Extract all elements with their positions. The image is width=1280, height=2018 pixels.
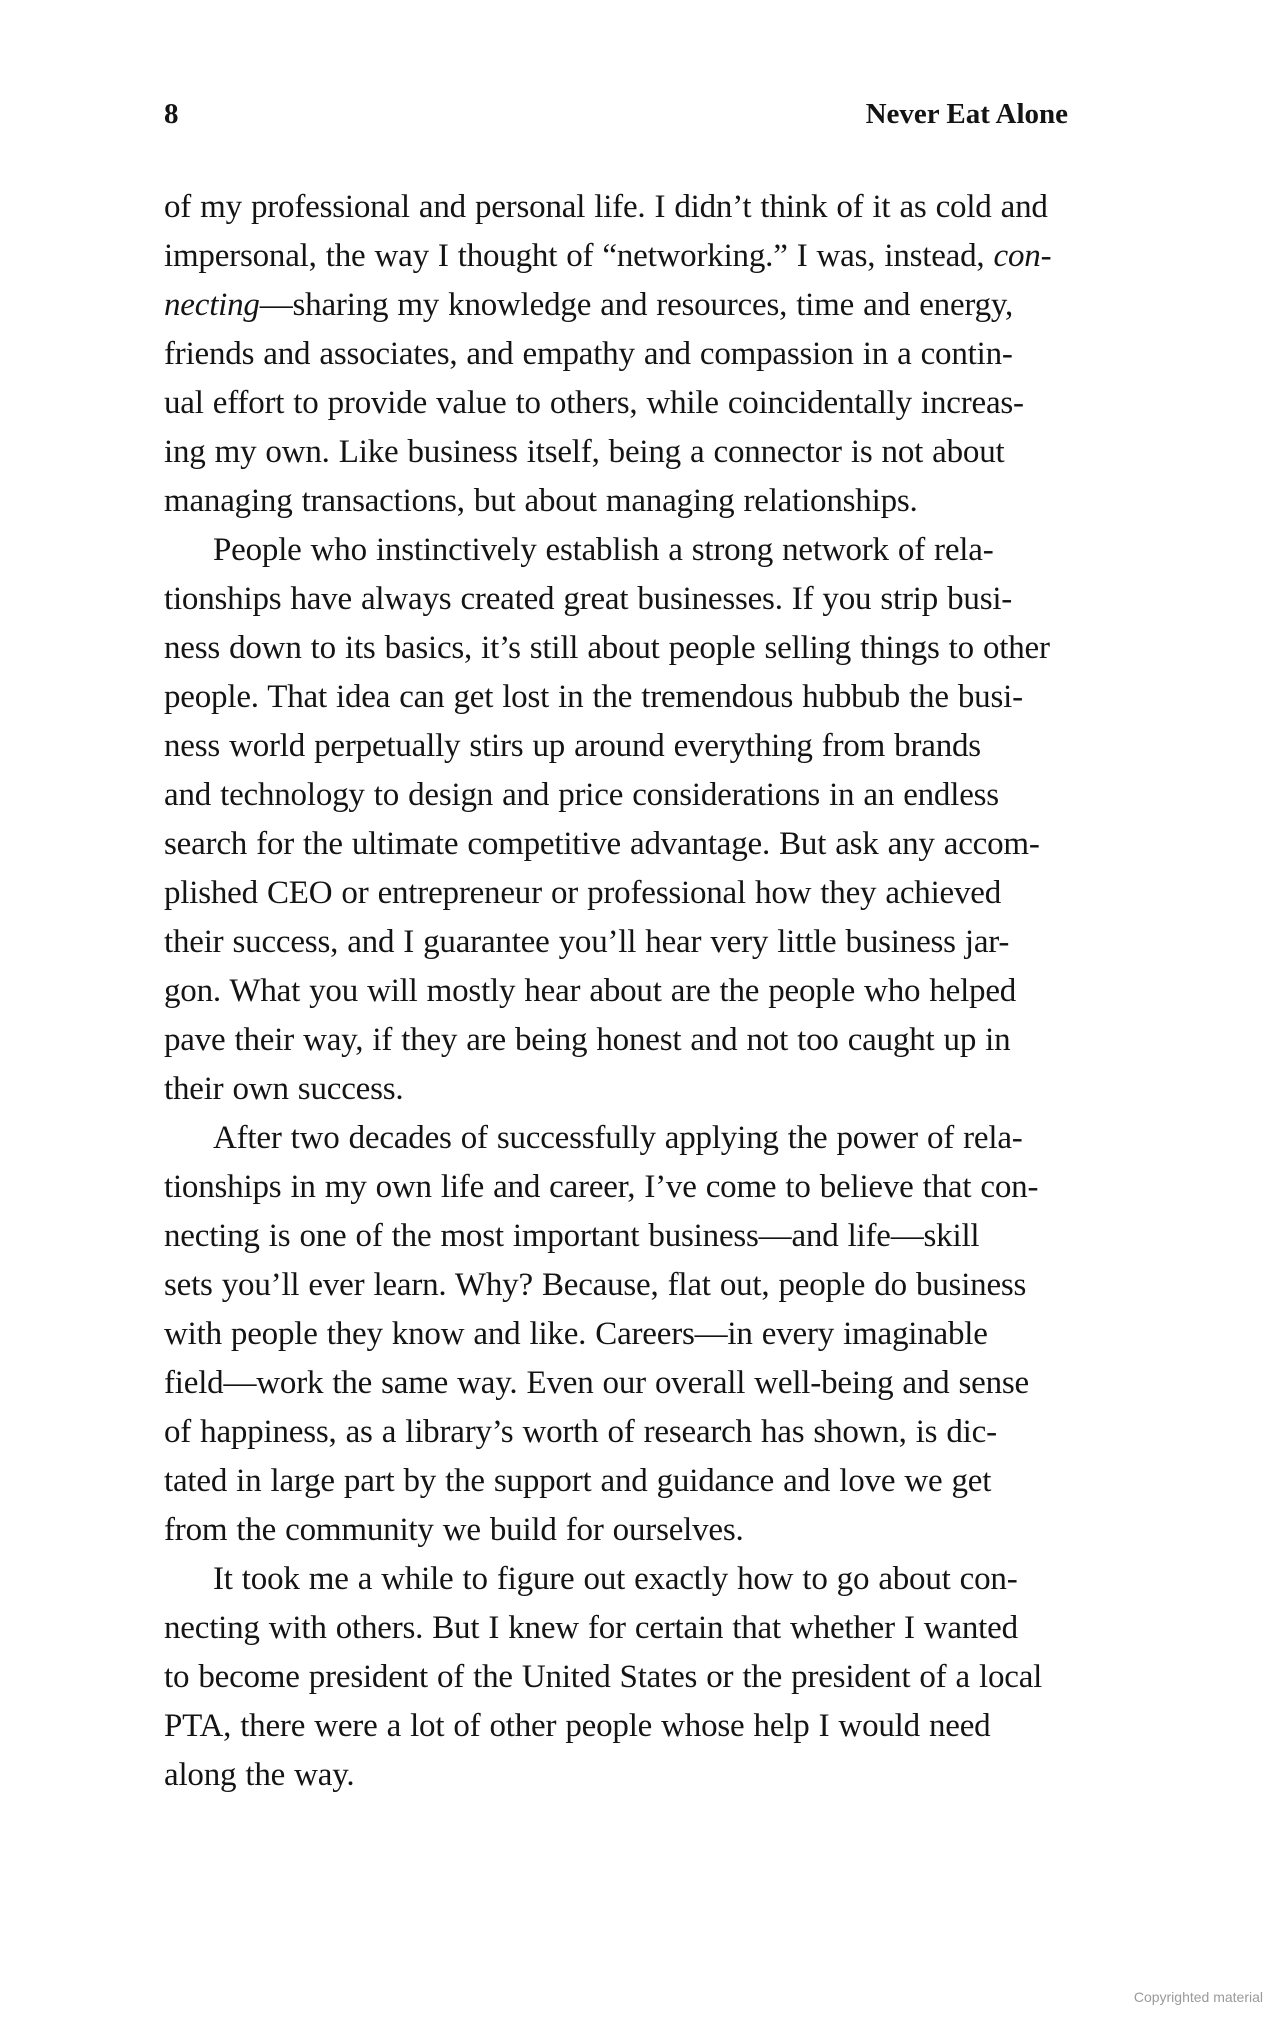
text-line: tionships have always created great businesses. If you strip busi-	[164, 581, 1013, 617]
text-line: friends and associates, and empathy and compassion in a contin-	[164, 336, 1013, 372]
paragraph-3	[164, 1114, 1118, 1555]
text-line: gon. What you will mostly hear about are the people who helped	[164, 973, 1017, 1009]
text-line: sets you’ll ever learn. Why? Because, flat out, people do business	[164, 1267, 1027, 1303]
text-line: and technology to design and price considerations in an endless	[164, 777, 999, 813]
text-line: plished CEO or entrepreneur or professional how they achieved	[164, 875, 1002, 911]
text-line: After two decades of successfully applying the power of rela-	[213, 1120, 1023, 1156]
text-line: tionships in my own life and career, I’ve come to believe that con-	[164, 1169, 1039, 1205]
text-line: ness world perpetually stirs up around everything from brands	[164, 728, 981, 764]
text-line: people. That idea can get lost in the tremendous hubbub the busi-	[164, 679, 1023, 715]
page-number: 8	[164, 98, 179, 130]
text-line: search for the ultimate competitive advantage. But ask any accom-	[164, 826, 1040, 862]
text-line: ing my own. Like business itself, being a connector is not about	[164, 434, 1005, 470]
paragraph-4	[164, 1555, 1118, 1800]
text-line: managing transactions, but about managing relationships.	[164, 483, 918, 519]
italic-word: con-	[993, 238, 1052, 274]
paragraph-2	[164, 526, 1118, 1114]
text-line: of my professional and personal life. I didn’t think of it as cold and	[164, 189, 1048, 225]
text-line: their own success.	[164, 1071, 404, 1107]
running-head	[164, 94, 1068, 134]
text-line: necting is one of the most important business—and life—skill	[164, 1218, 980, 1254]
text-line: —sharing my knowledge and resources, time and energy,	[259, 287, 1014, 323]
body-text	[164, 183, 1118, 1800]
text-line: with people they know and like. Careers—in every imaginable	[164, 1316, 988, 1352]
text-line: pave their way, if they are being honest and not too caught up in	[164, 1022, 1011, 1058]
italic-word: necting	[164, 287, 260, 323]
text-line: tated in large part by the support and guidance and love we get	[164, 1463, 992, 1499]
text-line: ness down to its basics, it’s still about people selling things to other	[164, 630, 1050, 666]
text-line: their success, and I guarantee you’ll hear very little business jar-	[164, 924, 1010, 960]
text-line: PTA, there were a lot of other people whose help I would need	[164, 1708, 991, 1744]
text-line: It took me a while to figure out exactly how to go about con-	[213, 1561, 1018, 1597]
text-line: to become president of the United States or the president of a local	[164, 1659, 1043, 1695]
text-line: necting with others. But I knew for certain that whether I wanted	[164, 1610, 1018, 1646]
paragraph-1	[164, 183, 1118, 526]
text-line: field—work the same way. Even our overall well-being and sense	[164, 1365, 1030, 1401]
text-line: along the way.	[164, 1757, 355, 1793]
text-line: of happiness, as a library’s worth of research has shown, is dic-	[164, 1414, 997, 1450]
text-line: People who instinctively establish a strong network of rela-	[213, 532, 994, 568]
book-title: Never Eat Alone	[865, 98, 1068, 130]
text-line: ual effort to provide value to others, while coincidentally increas-	[164, 385, 1024, 421]
text-line: from the community we build for ourselves.	[164, 1512, 744, 1548]
copyright-watermark: Copyrighted material	[1133, 1989, 1263, 2005]
text-line: impersonal, the way I thought of “networking.” I was, instead,	[164, 238, 994, 274]
